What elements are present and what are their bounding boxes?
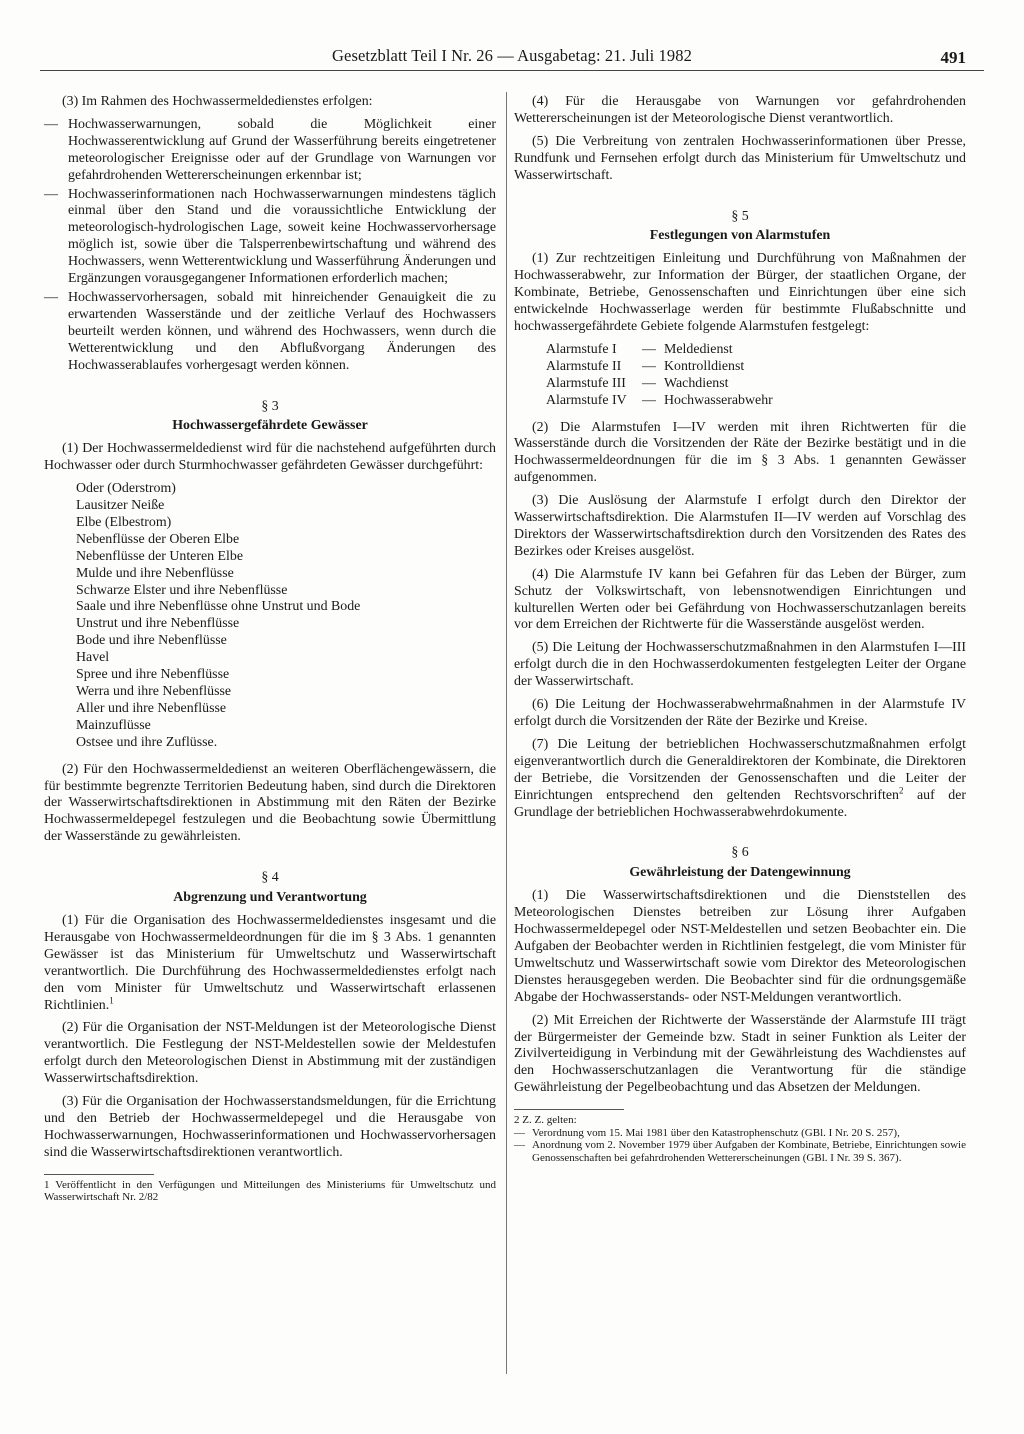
- alarm-separator: —: [642, 375, 656, 391]
- list-item: Unstrut und ihre Nebenflüsse: [76, 616, 240, 632]
- waters-list: [76, 481, 496, 752]
- alarm-description: Meldedienst: [664, 341, 733, 357]
- paragraph-text: (7) Die Leitung der betrieblichen Hochwasserschutzmaßnahmen erfolgt eigenverantwortlich durch die Generaldirektoren der Kombinate, die Direktoren der Betriebe, die Vorsitzenden der Genossenschaften und die Leiter der Einrichtungen entsprechend den geltenden Rechtsvorschriften: [514, 736, 966, 803]
- paragraph: (1) Die Wasserwirtschaftsdirektionen und die Dienststellen des Meteorologischen Dienstes betreiben zur Lösung ihrer Aufgaben Hochwassermeldepegel oder NST-Meldestellen und setzen Beobachter ein. Die Aufgaben der Beobachter werden in Richtlinien festgelegt, die vom Minister für Umweltschutz und Wasserwirtschaft sowie vom Direktor des Meteorologischen Dienstes herausgegeben werden. Die Beobachter sind für die ordnungsgemäße Abgabe der Hochwasserstands- oder NST-Meldungen verantwortlich.: [514, 888, 966, 1005]
- paragraph: (3) Die Auslösung der Alarmstufe I erfolgt durch den Direktor der Wasserwirtschaftsdirektion. Die Alarmstufen II—IV werden auf Vorschlag des Direktors der Wasserwirtschaftsdirektion durch den Vorsitzenden des Rates des Bezirkes oder Kreises ausgelöst.: [514, 493, 966, 559]
- paragraph: (3) Für die Organisation der Hochwasserstandsmeldungen, für die Errichtung und den Betrieb der Hochwassermeldepegel und die Herausgabe von Hochwasserwarnungen, Hochwasserinformationen und Hochwasservorhersagen sind die Wasserwirtschaftsdirektionen verantwortlich.: [44, 1094, 496, 1160]
- list-item: Schwarze Elster und ihre Nebenflüsse: [76, 582, 288, 598]
- footnote-intro: 2 Z. Z. gelten:: [514, 1114, 577, 1127]
- page-number: 491: [940, 48, 966, 67]
- footnote-rule: [514, 1109, 624, 1110]
- paragraph: (2) Mit Erreichen der Richtwerte der Wasserstände der Alarmstufe III trägt der Bürgermeister der Gemeinde bzw. Stadt in seiner Funktion als Leiter der Zivilverteidigung in Verbindung mit der Gewährleistung des Wachdienstes auf den Hochwasserschutzanlagen die Verantwortung für die ständige Gewährleistung der Pegelbeobachtung und das Absetzen der Meldungen.: [514, 1012, 966, 1096]
- paragraph: [44, 913, 496, 1014]
- list-item: Oder (Oderstrom): [76, 481, 176, 497]
- footnote-item: [514, 1139, 966, 1164]
- section-title: Hochwassergefährdete Gewässer: [172, 418, 368, 434]
- paragraph-text: auf der Grundlage der betrieblichen Hochwasserabwehrdokumente.: [514, 787, 966, 820]
- dash-item-text: Hochwasserinformationen nach Hochwasserwarnungen mindestens täglich einmal über den Stand und die voraussichtliche Entwicklung der meteorologisch-hydrologischen Lage, soweit keine Hochwasservorhersage möglich ist, sowie über die Talsperrenbewirtschaftung und während des Hochwassers, wenn Wetterentwicklung und Wasserführung Änderungen und Ergänzungen vorausgegangener Informationen erforderlich machen;: [68, 186, 496, 287]
- footnote-rule: [44, 1174, 154, 1175]
- alarm-separator: —: [642, 358, 656, 374]
- footnote: 1 Veröffentlicht in den Verfügungen und Mitteilungen des Ministeriums für Umweltschutz und Wasserwirtschaft Nr. 2/82: [44, 1178, 496, 1204]
- alarm-separator: —: [642, 341, 656, 357]
- alarm-row: [546, 393, 966, 410]
- paragraph: (4) Für die Herausgabe von Warnungen vor gefahrdrohenden Wettererscheinungen ist der Meteorologische Dienst verantwortlich.: [514, 94, 966, 126]
- left-column: [44, 94, 496, 1204]
- paragraph: (1) Der Hochwassermeldedienst wird für die nachstehend aufgeführten durch Hochwasser oder durch Sturmhochwasser gefährdeten Gewässer durchgeführt:: [44, 441, 496, 474]
- list-item: Elbe (Elbestrom): [76, 514, 172, 530]
- list-item: Ostsee und ihre Zuflüsse.: [76, 734, 218, 750]
- paragraph: (6) Die Leitung der Hochwasserabwehrmaßnahmen in der Alarmstufe IV erfolgt durch die Vorsitzenden der Räte der Bezirke und Kreise.: [514, 697, 966, 729]
- column-separator: [506, 92, 507, 1374]
- dash-item: [44, 187, 496, 288]
- section-title: Festlegungen von Alarmstufen: [649, 228, 831, 244]
- alarm-row: [546, 359, 966, 376]
- section-number: § 5: [731, 208, 749, 224]
- paragraph: (1) Zur rechtzeitigen Einleitung und Durchführung von Maßnahmen der Hochwasserabwehr, zur Information der Bürger, der staatlichen Organe, der Kombinate, Betriebe, Genossenschaften und Einrichtungen über eine sich entwickelnde Hochwasserlage werden für bestimmte Flußabschnitte und hochwassergefährdete Gebiete folgende Alarmstufen festgelegt:: [514, 251, 966, 334]
- alarm-row: [546, 376, 966, 393]
- alarm-description: Hochwasserabwehr: [664, 392, 773, 408]
- alarm-level: Alarmstufe IV: [546, 392, 627, 408]
- list-item: Spree und ihre Nebenflüsse: [76, 667, 230, 683]
- paragraph-text: (1) Für die Organisation des Hochwassermeldedienstes insgesamt und die Herausgabe von Hochwassermeldeordnungen für die im § 3 Abs. 1 genannten Gewässer ist das Ministerium für Umweltschutz und Wasserwirtschaft verantwortlich. Die Durchführung des Hochwassermeldedienstes erfolgt nach den vom Minister für Umweltschutz und Wasserwirtschaft erlassenen Richtlinien.: [44, 912, 496, 1013]
- alarm-description: Kontrolldienst: [664, 358, 745, 374]
- list-item: Mainzuflüsse: [76, 717, 151, 733]
- header-rule: [40, 70, 984, 71]
- dash-marker: —: [44, 116, 58, 132]
- list-item: Werra und ihre Nebenflüsse: [76, 684, 232, 699]
- paragraph: [514, 737, 966, 822]
- dash-item-text: Hochwasservorhersagen, sobald mit hinreichender Genauigkeit die zu erwartenden Wasserstände und der zeitliche Verlauf des Hochwassers beurteilt werden können, und während des Hochwassers, wenn durch die Wetterentwicklung und den Abflußvorgang Änderungen des Hochwasserablaufes vorhergesagt werden können.: [68, 289, 496, 373]
- alarm-level: Alarmstufe II: [546, 358, 622, 374]
- alarm-level: Alarmstufe III: [546, 375, 626, 391]
- paragraph: (2) Für den Hochwassermeldedienst an weiteren Oberflächengewässern, die für bestimmte begrenzte Territorien Bedeutung haben, sind durch die Direktoren der Wasserwirtschaftsdirektionen in Abstimmung mit den Räten der Bezirke Hochwassermeldepegel festzulegen und die Beobachtung sowie Übermittlung der Wasserstände zu gewährleisten.: [44, 761, 496, 845]
- footnote-item-text: Verordnung vom 15. Mai 1981 über den Katastrophenschutz (GBl. I Nr. 20 S. 257),: [532, 1126, 900, 1139]
- dash-item: [44, 290, 496, 375]
- list-item: Mulde und ihre Nebenflüsse: [76, 565, 234, 581]
- list-item: Nebenflüsse der Unteren Elbe: [76, 548, 244, 564]
- footnote-item: [514, 1127, 966, 1140]
- list-item: Lausitzer Neiße: [76, 498, 165, 514]
- dash-marker: —: [514, 1139, 525, 1152]
- section-title: Abgrenzung und Verantwortung: [173, 890, 367, 906]
- list-item: Saale und ihre Nebenflüsse ohne Unstrut und Bode: [76, 599, 361, 615]
- footnote-ref: 2: [899, 785, 904, 795]
- alarm-description: Wachdienst: [664, 375, 729, 391]
- paragraph: (2) Die Alarmstufen I—IV werden mit ihren Richtwerten für die Wasserstände durch die Vorsitzenden der Räte der Bezirke bestätigt und in die Hochwassermeldeordnungen für die im § 3 Abs. 1 genannten Gewässer aufgenommen.: [514, 419, 966, 486]
- paragraph: (5) Die Leitung der Hochwasserschutzmaßnahmen in den Alarmstufen I—III erfolgt durch die in den Hochwasserdokumenten festgelegten Leiter der Organe der Wasserwirtschaft.: [514, 640, 966, 690]
- dash-item: [44, 117, 496, 185]
- right-column: [514, 94, 966, 1165]
- alarm-levels: [546, 342, 966, 410]
- paragraph: (5) Die Verbreitung von zentralen Hochwasserinformationen über Presse, Rundfunk und Fernsehen erfolgt durch das Ministerium für Umweltschutz und Wasserwirtschaft.: [514, 133, 966, 183]
- footnote: [514, 1114, 966, 1164]
- section-number: § 3: [261, 398, 279, 414]
- dash-marker: —: [44, 289, 58, 305]
- running-title: Gesetzblatt Teil I Nr. 26 — Ausgabetag: 21. Juli 1982: [332, 46, 692, 65]
- list-item: Havel: [76, 650, 110, 666]
- section-title: Gewährleistung der Datengewinnung: [629, 865, 851, 881]
- dash-marker: —: [44, 186, 58, 202]
- list-item: Nebenflüsse der Oberen Elbe: [76, 531, 240, 547]
- alarm-level: Alarmstufe I: [546, 341, 617, 357]
- section-number: § 6: [731, 845, 749, 861]
- dash-marker: —: [514, 1126, 525, 1139]
- alarm-separator: —: [642, 392, 656, 408]
- page-header: [0, 46, 1024, 70]
- paragraph: (4) Die Alarmstufe IV kann bei Gefahren für das Leben der Bürger, zum Schutz der Volkswirtschaft, von lebensnotwendigen Einrichtungen und kulturellen Werten oder bei Gefährdung von Hochwasserschutzanlagen bereits vor dem Erreichen der Richtwerte für die Wasserstände ausgelöst werden.: [514, 566, 966, 633]
- paragraph: (2) Für die Organisation der NST-Meldungen ist der Meteorologische Dienst verantwortlich. Die Festlegung der NST-Meldestellen sowie der Meldestufen erfolgt durch den Meteorologischen Dienst in Abstimmung mit der zuständigen Wasserwirtschaftsdirektion.: [44, 1020, 496, 1087]
- list-item: Aller und ihre Nebenflüsse: [76, 700, 227, 716]
- list-item: Bode und ihre Nebenflüsse: [76, 633, 227, 649]
- footnote-ref: 1: [109, 994, 114, 1005]
- section-number: § 4: [261, 870, 279, 886]
- alarm-row: [546, 342, 966, 359]
- dash-item-text: Hochwasserwarnungen, sobald die Möglichkeit einer Hochwasserentwicklung auf Grund der Wasserführung bereits eingetretener meteorologischer Ereignisse oder auf der Grundlage von Warnungen vor gefahrdrohenden Wettererscheinungen erkennbar ist;: [68, 116, 496, 183]
- paragraph: (3) Im Rahmen des Hochwassermeldedienstes erfolgen:: [62, 94, 373, 109]
- footnote-item-text: Anordnung vom 2. November 1979 über Aufgaben der Kombinate, Betriebe, Einrichtungen sowie Genossenschaften bei gefahrdrohenden Wettererscheinungen (GBl. I Nr. 39 S. 367).: [532, 1139, 966, 1164]
